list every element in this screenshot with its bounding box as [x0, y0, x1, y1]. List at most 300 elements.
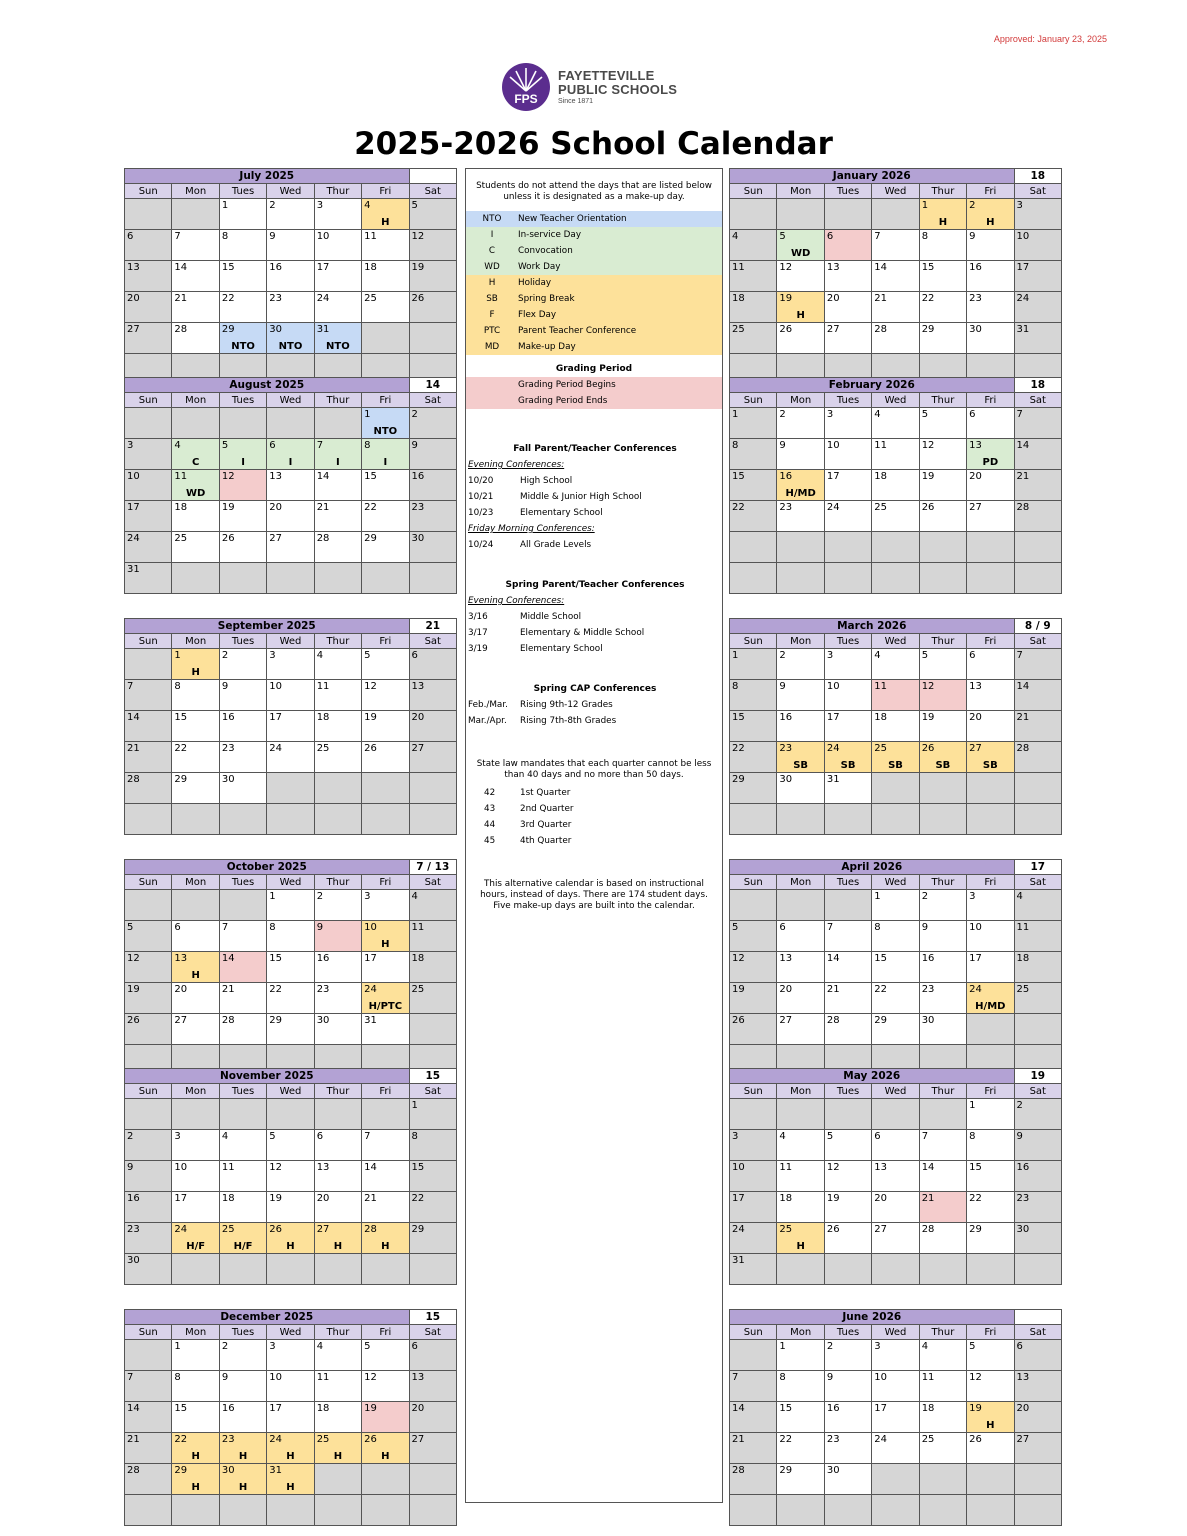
day-number: 20 [969, 471, 982, 482]
day-number: 23 [921, 984, 935, 995]
day-number: 13 [127, 262, 140, 273]
calendar-day [730, 649, 777, 680]
info-value: Middle & Junior High School [520, 492, 642, 502]
legend-label: Convocation [518, 246, 573, 256]
calendar-day [409, 1192, 456, 1223]
empty-day [409, 1014, 456, 1045]
calendar-day [777, 230, 824, 261]
day-number: 2 [127, 1131, 134, 1142]
day-number: 4 [316, 650, 324, 661]
calendar-day [125, 1402, 172, 1433]
legend-code: C [488, 246, 496, 256]
month-day-count: 17 [1014, 860, 1061, 875]
day-number: 4 [221, 1131, 229, 1142]
calendar-day [219, 1464, 266, 1495]
calendar-day [362, 983, 409, 1014]
empty-day [824, 890, 871, 921]
weekday-header: Fri [967, 393, 1014, 408]
day-number: 28 [874, 324, 887, 335]
calendar-day [872, 1223, 919, 1254]
calendar-day [919, 1340, 966, 1371]
empty-day [219, 408, 266, 439]
empty-day [777, 804, 824, 835]
day-code: I [336, 457, 340, 468]
day-number: 14 [921, 1162, 935, 1173]
weekday-header: Wed [267, 634, 314, 649]
day-code: H/MD [785, 488, 816, 499]
month-day-count [1014, 1310, 1061, 1325]
calendar-day [730, 1223, 777, 1254]
day-number: 6 [269, 440, 276, 451]
day-number: 27 [1016, 1434, 1030, 1445]
calendar-day [314, 230, 361, 261]
day-number: 13 [1016, 1372, 1030, 1383]
weekday-header: Sat [409, 393, 456, 408]
day-number: 19 [221, 502, 235, 513]
day-number: 18 [411, 953, 425, 964]
day-number: 14 [364, 1162, 377, 1173]
day-number: 18 [316, 1403, 330, 1414]
day-number: 18 [221, 1193, 235, 1204]
calendar-day [777, 649, 824, 680]
day-number: 21 [316, 502, 330, 513]
day-number: 9 [921, 922, 929, 933]
info-value: Rising 9th-12 Grades [520, 700, 613, 710]
weekday-header: Sun [730, 634, 777, 649]
legend-intro: Students do not attend the days that are listed below unless it is designated as a make-up day. [476, 181, 712, 202]
calendar-day [967, 323, 1014, 354]
day-number: 16 [316, 953, 330, 964]
day-number: 23 [779, 743, 793, 754]
empty-day [1014, 1254, 1061, 1285]
day-number: 28 [316, 533, 330, 544]
calendar-day [409, 292, 456, 323]
calendar-day [967, 890, 1014, 921]
calendar-day [777, 1130, 824, 1161]
calendar-day [314, 1192, 361, 1223]
day-number: 27 [969, 502, 982, 513]
grading-title-row [466, 361, 722, 377]
day-number: 17 [127, 502, 140, 513]
day-number: 19 [921, 712, 935, 723]
day-number: 24 [364, 984, 377, 995]
day-number: 8 [732, 681, 739, 692]
grading-ends-row [466, 393, 722, 409]
day-number: 26 [921, 743, 935, 754]
empty-day [362, 1464, 409, 1495]
calendar-day [362, 921, 409, 952]
day-number: 20 [127, 293, 140, 304]
calendar-day [730, 1433, 777, 1464]
day-number: 19 [269, 1193, 282, 1204]
calendar-day [777, 501, 824, 532]
calendar-day [777, 1223, 824, 1254]
calendar-day [219, 1014, 266, 1045]
legend-label: Work Day [518, 262, 561, 272]
weekday-header: Sat [1014, 634, 1061, 649]
calendar-day [267, 199, 314, 230]
day-number: 22 [269, 984, 282, 995]
day-number: 18 [874, 471, 887, 482]
calendar-day [409, 742, 456, 773]
info-key: 10/20 [468, 476, 494, 486]
day-number: 15 [969, 1162, 982, 1173]
empty-day [967, 1495, 1014, 1526]
page-title: 2025-2026 School Calendar [354, 126, 833, 162]
info-key: Mar./Apr. [468, 716, 507, 726]
day-number: 13 [779, 953, 793, 964]
calendar-day [730, 773, 777, 804]
day-number: 8 [779, 1372, 786, 1383]
calendar-day [125, 532, 172, 563]
calendar-day [967, 952, 1014, 983]
calendar-day [267, 1014, 314, 1045]
day-code: SB [888, 760, 903, 771]
calendar-day [267, 1433, 314, 1464]
month-name: February 2026 [730, 378, 1015, 393]
day-number: 18 [874, 712, 887, 723]
empty-day [125, 408, 172, 439]
day-number: 13 [969, 681, 982, 692]
calendar-day [267, 439, 314, 470]
day-number: 14 [874, 262, 887, 273]
calendar-day [1014, 1161, 1061, 1192]
day-number: 10 [316, 231, 330, 242]
calendar-day [409, 890, 456, 921]
day-number: 10 [732, 1162, 745, 1173]
calendar-day [219, 439, 266, 470]
calendar-day [919, 952, 966, 983]
day-number: 5 [364, 650, 371, 661]
weekday-header: Wed [267, 1084, 314, 1099]
fall-ptc-friday-list [466, 537, 722, 553]
day-number: 16 [921, 953, 935, 964]
day-number: 15 [779, 1403, 793, 1414]
calendar-day [1014, 408, 1061, 439]
calendar-day [314, 711, 361, 742]
calendar-day [314, 1340, 361, 1371]
calendar-day [267, 680, 314, 711]
day-number: 14 [826, 953, 840, 964]
day-number: 5 [732, 922, 739, 933]
weekday-header: Sun [125, 184, 172, 199]
weekday-header: Sat [1014, 1325, 1061, 1340]
calendar-day [1014, 292, 1061, 323]
day-code: H [381, 1451, 390, 1462]
calendar-day [967, 439, 1014, 470]
calendar-day [314, 501, 361, 532]
legend-label: Make-up Day [518, 342, 576, 352]
day-number: 5 [969, 1341, 976, 1352]
calendar-day [219, 470, 266, 501]
day-number: 10 [1016, 231, 1030, 242]
calendar-day [730, 983, 777, 1014]
calendar-day [314, 890, 361, 921]
month-february-2026 [729, 377, 1062, 594]
day-number: 5 [127, 922, 134, 933]
empty-day [872, 1099, 919, 1130]
month-name: January 2026 [730, 169, 1015, 184]
day-number: 11 [921, 1372, 935, 1383]
day-number: 12 [826, 1162, 840, 1173]
month-january-2026 [729, 168, 1062, 385]
calendar-day [919, 1402, 966, 1433]
calendar-day [125, 1371, 172, 1402]
calendar-day [409, 199, 456, 230]
legend-label: In-service Day [518, 230, 582, 240]
calendar-day [1014, 470, 1061, 501]
day-number: 7 [732, 1372, 739, 1383]
day-number: 10 [826, 681, 840, 692]
day-code: NTO [278, 341, 303, 352]
calendar-day [219, 952, 266, 983]
day-number: 16 [127, 1193, 140, 1204]
weekday-header: Sat [409, 1325, 456, 1340]
empty-day [730, 1340, 777, 1371]
calendar-day [967, 649, 1014, 680]
day-number: 30 [221, 774, 235, 785]
day-number: 23 [779, 502, 793, 513]
calendar-day [314, 1161, 361, 1192]
calendar-day [219, 1192, 266, 1223]
day-number: 16 [779, 712, 793, 723]
calendar-day [409, 408, 456, 439]
day-number: 23 [411, 502, 425, 513]
calendar-day [919, 1130, 966, 1161]
calendar-day [1014, 261, 1061, 292]
day-number: 24 [269, 1434, 282, 1445]
day-number: 5 [411, 200, 418, 211]
empty-day [919, 773, 966, 804]
info-panel [465, 168, 723, 1503]
calendar-day [267, 1192, 314, 1223]
calendar-day [219, 261, 266, 292]
day-code: H [796, 310, 805, 321]
day-number: 19 [969, 1403, 982, 1414]
day-code: H [238, 1451, 248, 1462]
month-day-count: 18 [1014, 169, 1061, 184]
calendar-day [409, 1223, 456, 1254]
calendar-day [824, 711, 871, 742]
weekday-header: Wed [872, 1084, 919, 1099]
info-key: 3/16 [468, 612, 488, 622]
month-day-count: 21 [409, 619, 456, 634]
calendar-day [409, 532, 456, 563]
day-number: 30 [221, 1465, 235, 1476]
weekday-header: Tues [219, 1084, 266, 1099]
day-number: 14 [1016, 681, 1030, 692]
day-number: 2 [779, 409, 786, 420]
month-day-count: 18 [1014, 378, 1061, 393]
day-code: H [381, 939, 390, 950]
empty-day [730, 890, 777, 921]
day-number: 14 [316, 471, 330, 482]
day-number: 20 [874, 1193, 887, 1204]
calendar-day [314, 1130, 361, 1161]
calendar-day [872, 921, 919, 952]
day-number: 11 [874, 440, 887, 451]
calendar-day [824, 261, 871, 292]
day-number: 27 [127, 324, 140, 335]
calendar-day [219, 711, 266, 742]
calendar-day [362, 470, 409, 501]
day-number: 17 [826, 712, 840, 723]
day-number: 25 [779, 1224, 793, 1235]
day-number: 17 [874, 1403, 887, 1414]
day-code: WD [185, 488, 206, 499]
calendar-day [267, 1340, 314, 1371]
day-number: 7 [826, 922, 834, 933]
calendar-day [314, 983, 361, 1014]
empty-day [125, 890, 172, 921]
day-number: 9 [127, 1162, 134, 1173]
day-number: 15 [174, 1403, 188, 1414]
empty-day [125, 1495, 172, 1526]
calendar-day [362, 649, 409, 680]
empty-day [362, 1254, 409, 1285]
calendar-day [777, 1464, 824, 1495]
quarter-row [466, 817, 722, 833]
day-number: 11 [874, 681, 887, 692]
calendar-day [314, 1223, 361, 1254]
day-number: 22 [174, 743, 188, 754]
day-number: 7 [874, 231, 881, 242]
day-number: 30 [316, 1015, 330, 1026]
day-number: 30 [826, 1465, 840, 1476]
legend-code: F [489, 310, 495, 320]
weekday-header: Mon [172, 1084, 219, 1099]
day-code: H [191, 1482, 200, 1493]
day-number: 24 [826, 743, 840, 754]
calendar-day [409, 921, 456, 952]
calendar-day [125, 292, 172, 323]
calendar-day [872, 1130, 919, 1161]
day-number: 30 [921, 1015, 935, 1026]
day-number: 17 [969, 953, 982, 964]
empty-day [824, 1495, 871, 1526]
calendar-day [730, 1192, 777, 1223]
calendar-day [872, 1192, 919, 1223]
calendar-day [219, 680, 266, 711]
calendar-day [172, 1340, 219, 1371]
calendar-day [1014, 921, 1061, 952]
weekday-header: Mon [777, 393, 824, 408]
day-number: 1 [921, 200, 929, 211]
day-number: 12 [127, 953, 140, 964]
month-april-2026 [729, 859, 1062, 1076]
day-number: 13 [411, 1372, 425, 1383]
day-number: 11 [316, 1372, 330, 1383]
day-number: 25 [411, 984, 425, 995]
weekday-header: Thur [314, 634, 361, 649]
calendar-day [872, 230, 919, 261]
weekday-header: Wed [872, 875, 919, 890]
empty-day [219, 1254, 266, 1285]
logo-emblem [502, 63, 550, 111]
day-code: I [241, 457, 245, 468]
calendar-day [314, 1402, 361, 1433]
legend-list [466, 211, 722, 355]
empty-day [172, 1099, 219, 1130]
calendar-day [267, 1371, 314, 1402]
day-number: 17 [732, 1193, 745, 1204]
day-number: 3 [969, 891, 976, 902]
day-number: 22 [221, 293, 235, 304]
empty-day [919, 804, 966, 835]
calendar-day [267, 230, 314, 261]
day-number: 15 [732, 712, 745, 723]
calendar-day [362, 230, 409, 261]
calendar-day [919, 408, 966, 439]
calendar-day [362, 1192, 409, 1223]
day-number: 6 [969, 409, 976, 420]
weekday-header: Fri [362, 184, 409, 199]
calendar-day [1014, 1223, 1061, 1254]
day-number: 21 [127, 743, 140, 754]
day-number: 31 [826, 774, 840, 785]
fall-evening-label: Evening Conferences: [468, 460, 565, 470]
day-number: 26 [364, 743, 377, 754]
day-number: 11 [221, 1162, 235, 1173]
calendar-day [267, 1402, 314, 1433]
day-number: 15 [411, 1162, 425, 1173]
weekday-header: Tues [219, 875, 266, 890]
day-number: 30 [1016, 1224, 1030, 1235]
day-number: 18 [732, 293, 745, 304]
day-number: 16 [221, 712, 235, 723]
weekday-header: Wed [267, 184, 314, 199]
day-number: 4 [1016, 891, 1023, 902]
calendar-day [730, 408, 777, 439]
empty-day [872, 804, 919, 835]
day-number: 3 [174, 1131, 181, 1142]
day-number: 13 [269, 471, 282, 482]
day-number: 12 [364, 681, 377, 692]
day-number: 22 [874, 984, 887, 995]
empty-day [314, 804, 361, 835]
day-number: 20 [316, 1193, 330, 1204]
day-number: 29 [921, 324, 935, 335]
weekday-header: Fri [362, 1084, 409, 1099]
calendar-day [872, 742, 919, 773]
day-number: 9 [779, 440, 786, 451]
day-number: 19 [826, 1193, 840, 1204]
day-number: 3 [269, 650, 276, 661]
weekday-header: Sat [409, 634, 456, 649]
day-number: 23 [221, 1434, 235, 1445]
day-number: 17 [316, 262, 330, 273]
day-number: 27 [411, 743, 425, 754]
day-number: 16 [969, 262, 982, 273]
day-number: 20 [779, 984, 793, 995]
legend-item [466, 243, 722, 259]
day-number: 24 [174, 1224, 188, 1235]
day-number: 22 [732, 502, 745, 513]
empty-day [362, 1495, 409, 1526]
empty-day [125, 1340, 172, 1371]
calendar-day [824, 439, 871, 470]
calendar-day [872, 439, 919, 470]
calendar-day [172, 470, 219, 501]
calendar-day [1014, 1371, 1061, 1402]
day-number: 20 [826, 293, 840, 304]
empty-day [172, 563, 219, 594]
info-key: 10/23 [468, 508, 494, 518]
day-number: 27 [269, 533, 282, 544]
day-number: 29 [221, 324, 235, 335]
calendar-day [824, 1464, 871, 1495]
empty-day [267, 804, 314, 835]
